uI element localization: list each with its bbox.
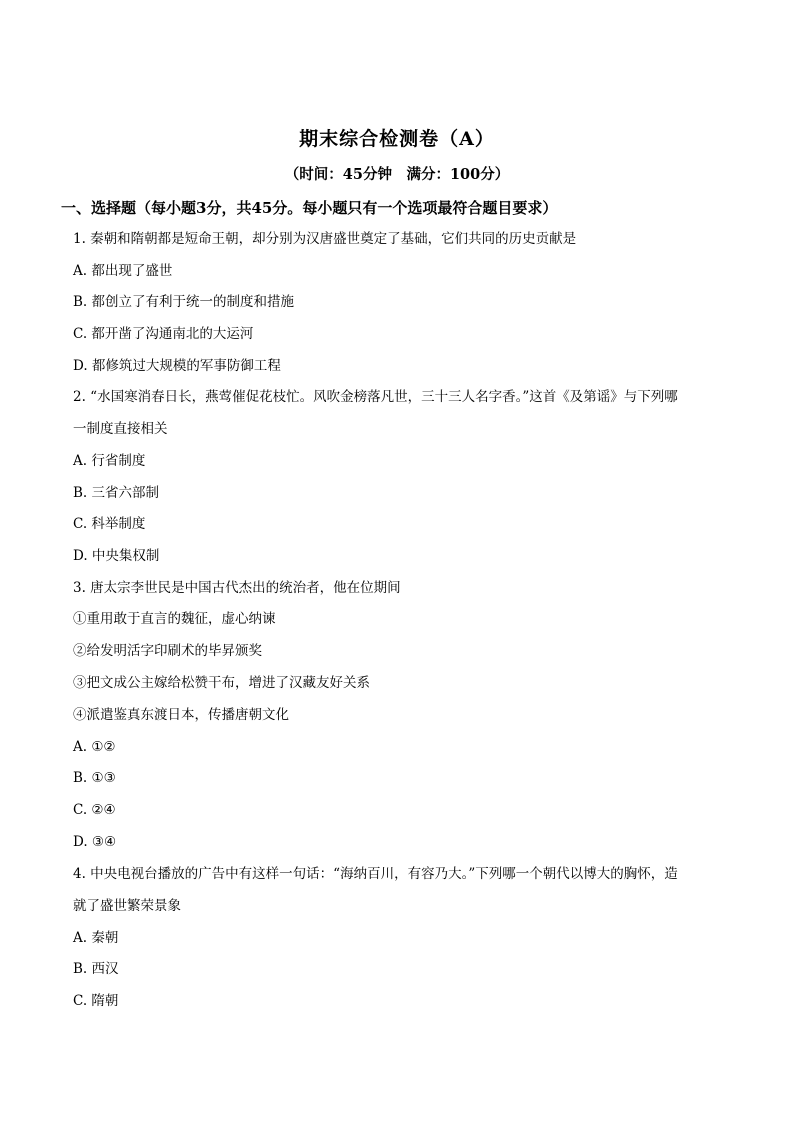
question-3-item-1: ①重用敢于直言的魏征，虚心纳谏: [73, 611, 276, 627]
question-1-option-b: B. 都创立了有利于统一的制度和措施: [73, 294, 295, 310]
question-2-option-c: C. 科举制度: [73, 516, 146, 532]
question-4-stem-line-1: 4. 中央电视台播放的广告中有这样一句话：“海纳百川，有容乃大。”下列哪一个朝代以博大的胸怀，造: [73, 866, 678, 882]
question-3-option-d: D. ③④: [73, 834, 117, 850]
exam-time-score: （时间：45分钟 满分：100分）: [284, 166, 510, 183]
question-4-option-b: B. 西汉: [73, 961, 119, 977]
question-4-stem-line-2: 就了盛世繁荣景象: [73, 898, 181, 914]
question-3-option-b: B. ①③: [73, 770, 116, 786]
question-3-option-c: C. ②④: [73, 802, 116, 818]
question-3-stem: 3. 唐太宗李世民是中国古代杰出的统治者，他在位期间: [73, 580, 401, 596]
page-title: 期末综合检测卷（A）: [299, 128, 495, 150]
question-2-option-a: A. 行省制度: [73, 453, 146, 469]
question-2-option-b: B. 三省六部制: [73, 485, 160, 501]
question-4-option-c: C. 隋朝: [73, 993, 119, 1009]
question-3-item-2: ②给发明活字印刷术的毕昇颁奖: [73, 643, 262, 659]
question-2-stem-line-1: 2. “水国寒消春日长，燕莺催促花枝忙。风吹金榜落凡世，三十三人名字香。”这首《及第谣》与下列哪: [73, 389, 678, 405]
question-1-option-a: A. 都出现了盛世: [73, 263, 173, 279]
question-2-option-d: D. 中央集权制: [73, 548, 160, 564]
question-1-option-c: C. 都开凿了沟通南北的大运河: [73, 326, 254, 342]
question-1-option-d: D. 都修筑过大规模的军事防御工程: [73, 358, 281, 374]
question-4-option-a: A. 秦朝: [73, 930, 119, 946]
question-2-stem-line-2: 一制度直接相关: [73, 421, 168, 437]
question-3-item-3: ③把文成公主嫁给松赞干布，增进了汉藏友好关系: [73, 675, 370, 691]
question-3-option-a: A. ①②: [73, 739, 116, 755]
section-heading: 一、选择题（每小题3分，共45分。每小题只有一个选项最符合题目要求）: [61, 199, 558, 217]
question-3-item-4: ④派遣鉴真东渡日本，传播唐朝文化: [73, 707, 289, 723]
question-1-stem: 1. 秦朝和隋朝都是短命王朝，却分别为汉唐盛世奠定了基础，它们共同的历史贡献是: [73, 231, 577, 247]
